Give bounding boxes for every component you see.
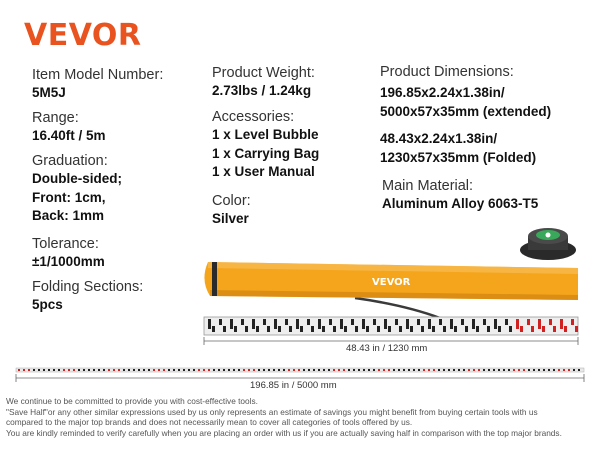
- range-value: 16.40ft / 5m: [32, 128, 106, 143]
- weight-value: 2.73lbs / 1.24kg: [212, 83, 312, 98]
- extended-graduation-mark: [18, 369, 20, 371]
- extended-graduation-mark: [198, 369, 200, 371]
- extended-graduation-mark: [333, 369, 335, 371]
- extended-graduation-mark: [313, 369, 315, 371]
- model-value: 5M5J: [32, 85, 66, 100]
- extended-graduation-mark: [73, 369, 75, 371]
- graduation-label: Graduation:: [32, 153, 108, 169]
- extended-graduation-mark: [118, 369, 120, 371]
- extended-graduation-mark: [518, 369, 520, 371]
- extended-graduation-mark: [248, 369, 250, 371]
- extended-graduation-mark: [383, 369, 385, 371]
- extended-graduation-mark: [503, 369, 505, 371]
- extended-graduation-mark: [208, 369, 210, 371]
- tolerance-label: Tolerance:: [32, 236, 99, 252]
- extended-graduation-mark: [288, 369, 290, 371]
- graduation-line-1: Double-sided;: [32, 171, 122, 186]
- graduation-line-2: Front: 1cm,: [32, 189, 106, 205]
- extended-graduation-mark: [468, 369, 470, 371]
- extended-graduation-mark: [513, 369, 515, 371]
- extended-graduation-mark: [318, 369, 320, 371]
- range-label: Range:: [32, 110, 79, 126]
- disclaimer: [6, 396, 598, 438]
- folding-value: 5pcs: [32, 297, 63, 312]
- extended-graduation-mark: [128, 369, 130, 371]
- extended-graduation-mark: [108, 369, 110, 371]
- extended-graduation-mark: [563, 369, 565, 371]
- extended-graduation-mark: [533, 369, 535, 371]
- disclaimer-line-1: We continue to be committed to provide you with cost-effective tools.: [6, 396, 258, 406]
- extended-graduation-mark: [98, 369, 100, 371]
- extended-graduation-mark: [538, 369, 540, 371]
- extended-graduation-mark: [523, 369, 525, 371]
- extended-graduation-mark: [238, 369, 240, 371]
- material-label: Main Material:: [382, 178, 474, 194]
- accessory-1: 1 x Level Bubble: [212, 127, 319, 142]
- color-label: Color:: [212, 193, 251, 209]
- extended-graduation-mark: [143, 369, 145, 371]
- extended-graduation-mark: [123, 369, 125, 371]
- extended-graduation-mark: [498, 369, 500, 371]
- dimensions-extended-1: 196.85x2.24x1.38in/: [380, 85, 505, 100]
- extended-graduation-mark: [283, 369, 285, 371]
- extended-graduation-mark: [423, 369, 425, 371]
- extended-graduation-mark: [328, 369, 330, 371]
- bag-logo: VEVOR: [372, 277, 411, 288]
- extended-graduation-mark: [33, 369, 35, 371]
- graduation-line-3: Back: 1mm: [32, 208, 105, 223]
- extended-length-label: 196.85 in / 5000 mm: [250, 380, 337, 391]
- extended-graduation-mark: [483, 369, 485, 371]
- extended-graduation-mark: [368, 369, 370, 371]
- folded-rod: [204, 317, 578, 335]
- dimensions-label: Product Dimensions:: [380, 64, 514, 80]
- extended-graduation-mark: [203, 369, 205, 371]
- disclaimer-line-4: You are kindly reminded to verify carefully when you are placing an order with us if you are actually saving half in comparison with the top major brands.: [6, 427, 562, 438]
- extended-graduation-mark: [543, 369, 545, 371]
- extended-graduation-mark: [103, 369, 105, 371]
- extended-graduation-mark: [308, 369, 310, 371]
- dimensions-folded-1: 48.43x2.24x1.38in/: [380, 131, 498, 146]
- extended-graduation-mark: [573, 369, 575, 371]
- extended-graduation-mark: [458, 369, 460, 371]
- extended-graduation-mark: [173, 369, 175, 371]
- extended-graduation-mark: [218, 369, 220, 371]
- extended-graduation-mark: [23, 369, 25, 371]
- accessories-label: Accessories:: [212, 109, 295, 125]
- extended-graduation-mark: [478, 369, 480, 371]
- extended-graduation-mark: [243, 369, 245, 371]
- folded-length-label: 48.43 in / 1230 mm: [346, 343, 428, 354]
- extended-graduation-mark: [303, 369, 305, 371]
- extended-graduation-mark: [528, 369, 530, 371]
- dimensions-folded-2: 1230x57x35mm (Folded): [380, 149, 537, 165]
- extended-rod: [16, 368, 584, 372]
- extended-graduation-mark: [138, 369, 140, 371]
- extended-graduation-mark: [58, 369, 60, 371]
- extended-graduation-mark: [93, 369, 95, 371]
- extended-graduation-mark: [278, 369, 280, 371]
- level-bubble-icon: [520, 228, 576, 260]
- material-value: Aluminum Alloy 6063-T5: [382, 196, 539, 211]
- extended-graduation-mark: [363, 369, 365, 371]
- extended-graduation-mark: [568, 369, 570, 371]
- model-label: Item Model Number:: [32, 67, 164, 83]
- extended-graduation-mark: [223, 369, 225, 371]
- extended-graduation-mark: [153, 369, 155, 371]
- extended-graduation-mark: [578, 369, 580, 371]
- color-value: Silver: [212, 211, 249, 226]
- extended-graduation-mark: [188, 369, 190, 371]
- extended-graduation-mark: [453, 369, 455, 371]
- extended-graduation-mark: [463, 369, 465, 371]
- extended-graduation-mark: [213, 369, 215, 371]
- extended-graduation-mark: [83, 369, 85, 371]
- extended-graduation-mark: [28, 369, 30, 371]
- extended-graduation-mark: [508, 369, 510, 371]
- extended-graduation-mark: [388, 369, 390, 371]
- extended-graduation-mark: [263, 369, 265, 371]
- extended-graduation-mark: [48, 369, 50, 371]
- accessory-2: 1 x Carrying Bag: [212, 145, 320, 161]
- extended-graduation-mark: [373, 369, 375, 371]
- extended-graduation-mark: [493, 369, 495, 371]
- extended-graduation-mark: [133, 369, 135, 371]
- extended-graduation-mark: [268, 369, 270, 371]
- disclaimer-line-2: "Save Half"or any other similar expressions used by us only represents an estimate of savings you might benefit from buying certain tools with us: [6, 406, 538, 417]
- extended-graduation-mark: [323, 369, 325, 371]
- extended-graduation-mark: [343, 369, 345, 371]
- extended-graduation-mark: [443, 369, 445, 371]
- extended-graduation-mark: [88, 369, 90, 371]
- extended-graduation-mark: [408, 369, 410, 371]
- extended-graduation-mark: [168, 369, 170, 371]
- extended-graduation-mark: [418, 369, 420, 371]
- extended-graduation-mark: [433, 369, 435, 371]
- extended-graduation-mark: [78, 369, 80, 371]
- weight-label: Product Weight:: [212, 65, 315, 81]
- extended-graduation-mark: [158, 369, 160, 371]
- extended-graduation-mark: [38, 369, 40, 371]
- extended-graduation-mark: [378, 369, 380, 371]
- extended-graduation-mark: [348, 369, 350, 371]
- dimensions-extended-2: 5000x57x35mm (extended): [380, 103, 552, 119]
- disclaimer-line-3: compared to the major top brands and does not necessarily mean to cover all categories of tools offered by us.: [6, 417, 413, 428]
- extended-graduation-mark: [183, 369, 185, 371]
- extended-graduation-mark: [353, 369, 355, 371]
- tolerance-value: ±1/1000mm: [32, 254, 105, 269]
- extended-graduation-mark: [428, 369, 430, 371]
- extended-graduation-mark: [68, 369, 70, 371]
- extended-graduation-mark: [113, 369, 115, 371]
- extended-graduation-mark: [148, 369, 150, 371]
- extended-graduation-mark: [398, 369, 400, 371]
- extended-graduation-mark: [488, 369, 490, 371]
- folding-label: Folding Sections:: [32, 279, 144, 295]
- carrying-bag: [204, 262, 578, 300]
- extended-graduation-mark: [298, 369, 300, 371]
- extended-graduation-mark: [178, 369, 180, 371]
- extended-graduation-mark: [193, 369, 195, 371]
- bag-strap: [355, 298, 440, 318]
- extended-graduation-mark: [558, 369, 560, 371]
- extended-graduation-mark: [548, 369, 550, 371]
- extended-graduation-mark: [233, 369, 235, 371]
- extended-graduation-mark: [338, 369, 340, 371]
- extended-graduation-mark: [228, 369, 230, 371]
- accessory-3: 1 x User Manual: [212, 164, 315, 179]
- extended-graduation-mark: [413, 369, 415, 371]
- extended-graduation-mark: [43, 369, 45, 371]
- extended-graduation-mark: [293, 369, 295, 371]
- extended-graduation-mark: [448, 369, 450, 371]
- extended-graduation-mark: [358, 369, 360, 371]
- extended-graduation-mark: [393, 369, 395, 371]
- extended-graduation-mark: [273, 369, 275, 371]
- extended-graduation-mark: [258, 369, 260, 371]
- extended-graduation-mark: [553, 369, 555, 371]
- extended-graduation-mark: [403, 369, 405, 371]
- extended-graduation-mark: [438, 369, 440, 371]
- extended-graduation-mark: [253, 369, 255, 371]
- extended-graduation-mark: [53, 369, 55, 371]
- extended-graduation-mark: [63, 369, 65, 371]
- extended-graduation-mark: [163, 369, 165, 371]
- vevor-logo: VEVOR: [24, 18, 142, 53]
- extended-graduation-mark: [473, 369, 475, 371]
